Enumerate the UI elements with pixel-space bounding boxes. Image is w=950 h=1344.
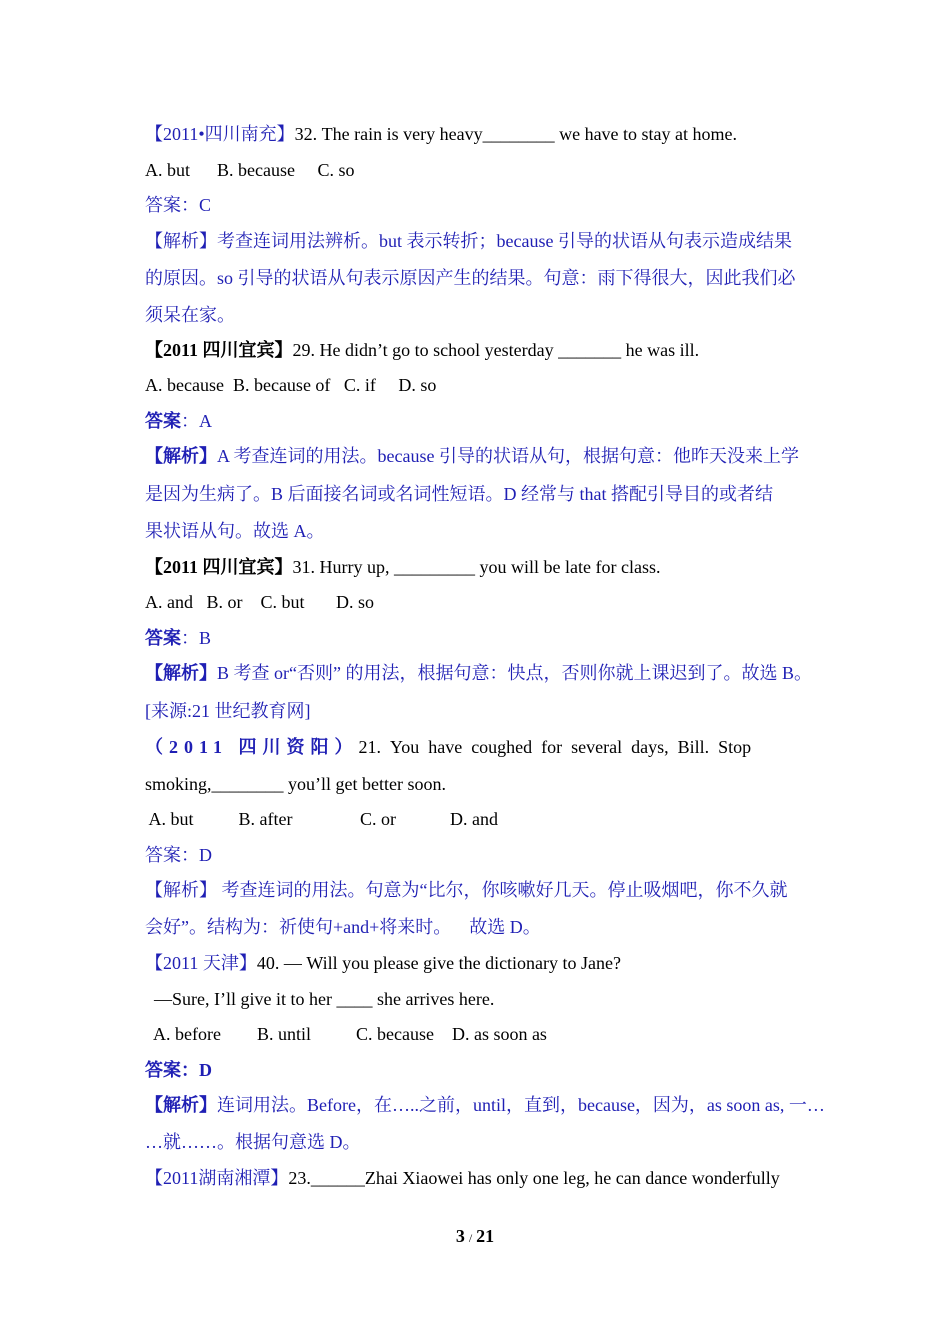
question-source: 【2011 四川宜宾】	[145, 557, 293, 577]
question-5-analysis-line: …就……。根据句意选 D。	[145, 1132, 361, 1152]
question-3-answer	[145, 625, 807, 651]
question-3-source-note: [来源:21 世纪教育网]	[145, 701, 311, 721]
question-2-analysis-line: 果状语从句。故选 A。	[145, 521, 325, 541]
analysis-text: B 考查 or“否则” 的用法，根据句意：快点，否则你就上课迟到了。故选 B。	[217, 663, 812, 683]
question-text: 29. He didn’t go to school yesterday _______ he was ill.	[292, 340, 700, 360]
question-text: 32. The rain is very heavy________ we have to stay at home.	[294, 124, 738, 144]
question-1-answer: 答案：C	[145, 195, 212, 215]
question-text: 31. Hurry up, _________ you will be late for class.	[292, 557, 661, 577]
question-2-options: A. because B. because of C. if D. so	[145, 375, 437, 395]
answer-value: ：B	[181, 628, 212, 648]
question-5-options: A. before B. until C. because D. as soon as	[145, 1024, 547, 1044]
question-1-analysis-line: 的原因。so 引导的状语从句表示原因产生的结果。句意：雨下得很大，因此我们必	[145, 268, 796, 288]
question-6-stem	[145, 1165, 807, 1191]
question-5-stem	[145, 950, 807, 976]
question-text: 21. You have coughed for several days, Bill. Stop	[358, 737, 752, 757]
question-2-answer	[145, 408, 807, 434]
question-4-analysis-line: 会好”。结构为：祈使句+and+将来时。 故选 D。	[145, 917, 541, 937]
analysis-label: 【解析】	[145, 663, 217, 683]
question-3-options: A. and B. or C. but D. so	[145, 592, 374, 612]
question-3-stem	[145, 554, 807, 580]
question-4-answer: 答案：D	[145, 845, 212, 865]
question-2-analysis-line: 是因为生病了。B 后面接名词或名词性短语。D 经常与 that 搭配引导目的或者结	[145, 484, 773, 504]
current-page-number: 3	[455, 1226, 465, 1246]
question-1-analysis-line: 【解析】考查连词用法辨析。but 表示转折；because 引导的状语从句表示造成结果	[145, 231, 792, 251]
question-2-analysis-line	[145, 443, 807, 469]
question-3-analysis-line	[145, 660, 812, 686]
analysis-label: 【解析】	[145, 1095, 217, 1115]
page-number	[0, 1223, 950, 1251]
question-source: （2011 四川资阳）	[145, 737, 359, 757]
analysis-label: 【解析】	[145, 446, 217, 466]
answer-value: ：A	[181, 411, 212, 431]
answer-label: 答案	[145, 411, 181, 431]
question-2-stem	[145, 337, 807, 363]
question-4-analysis-line: 【解析】 考查连词的用法。句意为“比尔，你咳嗽好几天。停止吸烟吧，你不久就	[145, 880, 788, 900]
question-4-stem	[145, 734, 807, 760]
question-5-analysis-line	[145, 1092, 825, 1118]
question-5-answer: 答案：D	[145, 1060, 212, 1080]
question-source: 【2011湖南湘潭】	[145, 1168, 289, 1188]
question-4-stem-continued: smoking,________ you’ll get better soon.	[145, 774, 446, 794]
page-separator: /	[468, 1231, 473, 1245]
total-pages-number: 21	[476, 1226, 495, 1246]
question-1-analysis-line: 须呆在家。	[145, 305, 235, 325]
question-source: 【2011•四川南充】	[145, 124, 295, 144]
question-1-stem	[145, 121, 807, 147]
question-4-options: A. but B. after C. or D. and	[145, 809, 498, 829]
question-text: 40. — Will you please give the dictionary to Jane?	[256, 953, 622, 973]
question-1-options: A. but B. because C. so	[145, 160, 355, 180]
analysis-text: A 考查连词的用法。because 引导的状语从句，根据句意：他昨天没来上学	[217, 446, 799, 466]
question-5-stem-reply: —Sure, I’ll give it to her ____ she arrives here.	[145, 989, 495, 1009]
answer-label: 答案	[145, 628, 181, 648]
question-source: 【2011 四川宜宾】	[145, 340, 293, 360]
question-text: 23.______Zhai Xiaowei has only one leg, he can dance wonderfully	[288, 1168, 780, 1188]
question-source: 【2011 天津】	[145, 953, 257, 973]
analysis-text: 连词用法。Before，在…..之前，until，直到，because，因为，as soon as, 一…	[217, 1095, 825, 1115]
